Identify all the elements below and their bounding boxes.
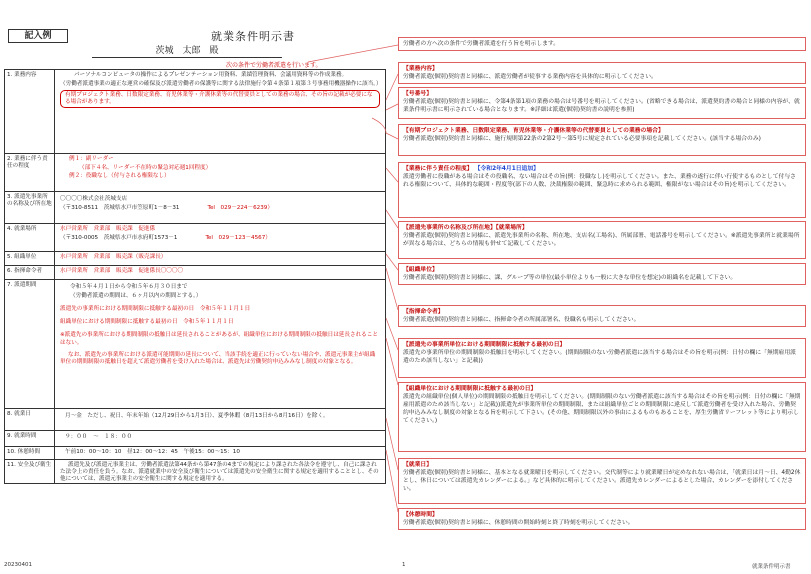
note-org-unit-head: 【組織単位】 (403, 267, 438, 273)
note-project-work-head: 【有期プロジェクト業務、日数限定業務、育児休業等・介護休業等の代替要員としての業務の場合】 (403, 128, 664, 134)
note-work-days-text: 労働者派遣(個別)契約書と同様に、基本となる就業曜日を明示してください。交代制等により就業曜日が定めなれない場合は、「就業日は月～日、4勤2休とし、休日については派遣先カレンダーによる。」など具体的に明示してください。派遣先カレンダーによるとした場合、カレンダーを添付してください。 (403, 470, 801, 492)
note-job-content-text: 労働者派遣(個別)契約書と同様に、派遣労働者が従事する業務内容を具体的に明示してください。 (403, 74, 657, 80)
value-work-location (55, 224, 385, 251)
label-responsibility: 2. 業務に伴う責任の程度 (5, 154, 55, 191)
value-responsibility (55, 154, 385, 191)
org-unit-limit-date: 組織単位における期間制限に抵触する最初の日 令和５年１１月１日 (60, 319, 234, 326)
client-office-tel: Tel 029－224－6239） (207, 204, 273, 211)
note-responsibility (398, 162, 806, 218)
label-supervisor: 6. 指揮命令者 (5, 266, 55, 279)
work-location-name: 水戸営業所 営業部 販売課 促進係 (60, 226, 156, 232)
label-job-content: 1. 業務内容 (5, 70, 55, 153)
note-project-work (398, 124, 806, 156)
note-client-office-text: 労働者派遣(個別)契約書と同様に、派遣先事業所の名称、所在地、支店名(工場名)、所属部署、電話番号を明示してください。※派遣先事業所と就業場所が異なる場合は、どちらの情報も併せて記載してください。 (403, 233, 800, 247)
work-location-tel: Tel 029－123－4567） (205, 234, 271, 241)
note-supervisor-head: 【指揮命令者】 (403, 309, 444, 315)
note-office-limit (398, 338, 806, 378)
note-supervisor-text: 労働者派遣(個別)契約書と同様に、指揮命令者の所属部署名、役職名も明示してください。 (403, 317, 640, 323)
job-content-law: （労働者派遣事業の適正な運営の確保及び派遣労働者の保護等に関する法律施行令第４条第１項第３号事務用機器操作に該当。） (60, 80, 382, 87)
row-responsibility (5, 154, 385, 192)
period-range: 令和５年４月１日から令和５年６月３０日まで (70, 284, 188, 290)
value-safety: 派遣先及び派遣元事業主は、労働者派遣法第44条から第47条の4までの規定により課された各法令を遵守し、自己に課された法令上の責任を負う。なお、派遣就業中の安全及び衛生については派遣先の安全衛生に関する規定を適用することとし、その他については、派遣元事業主の安全衛生に関する規定を適用する。 (60, 462, 379, 483)
intro-text: 次の条件で労働者派遣を行います。 (226, 62, 322, 69)
value-break-time: 午前10：00～10：10 昼12：00～12：45 午後15：00～15：10 (65, 449, 240, 455)
row-job-content (5, 70, 385, 154)
note-office-limit-text: 派遣先の事業所単位の期間制限の抵触日を明示してください。(期間制限のない労働者派遣に該当する場合はその旨を明示(例：日付の欄に「無期雇用派遣のため該当しない」と記載)) (403, 350, 796, 364)
responsibility-ex1-detail: （部下４名、リーダー不在時の緊急対応週1回程度） (79, 164, 212, 171)
deemed-offer-note: なお、派遣先の事業所における派遣可能期間の延長について、当該手続を適正に行っていない場合や、派遣元事業主が組織単位の期間制限の抵触日を超えて派遣労働者を受け入れた場合は、派遣先は労働契約申込みみなし制度の対象となる。 (60, 351, 376, 365)
value-client-office (55, 192, 385, 223)
job-content-bracket-note: 有期プロジェクト業務、日数限定業務、育児休業等・介護休業等の代替要員としての業務の場合、その旨の記載が必要になる場合があります。 (60, 90, 380, 108)
label-client-office: 3. 派遣先事業所の名称及び所在地 (5, 192, 55, 223)
note-client-office-head: 【派遣先事業所の名称及び所在地】【就業場所】 (403, 225, 528, 231)
document-title: 就業条件明示書 (211, 30, 295, 43)
label-dispatch-period: 7. 派遣期間 (5, 280, 55, 408)
note-job-content-head: 【業務内容】 (403, 66, 438, 72)
addressee: 茨城 太郎 殿 (92, 46, 282, 58)
note-office-limit-head: 【派遣先の事業所単位における期間制限に抵触する最初の日】 (403, 342, 566, 348)
note-break-time (398, 508, 806, 530)
row-client-office (5, 192, 385, 224)
note-intro-text: 労働者の方へ次の条件で労働者派遣を行う旨を明示します。 (403, 41, 560, 47)
note-break-time-head: 【休憩時間】 (403, 512, 438, 518)
note-org-limit (398, 382, 806, 452)
note-responsibility-head: 【業務に伴う責任の程度】 (403, 166, 473, 172)
note-job-content (398, 62, 806, 84)
footer-doc-name: 就業条件明示書 (752, 564, 791, 570)
note-org-limit-head: 【組織単位における期間制限に抵触する最初の日】 (403, 386, 537, 392)
office-limit-date: 派遣先の事業所における期間制限に抵触する最初の日 令和５年１１月１日 (60, 305, 251, 312)
value-work-days: 月～金 ただし、祝日、年末年始（12月29日から1月3日）、夏季休暇（8月13日から8月16日）を除く。 (65, 413, 329, 419)
note-responsibility-text: 派遣労働者に役職がある場合はその役職名、ない場合はその旨(例：役職なし)を明示してください。また、業務の遂行に伴い行使するものとして付与される権限について、具体的な範囲・程度等(部下の人数、決裁権限の範囲、緊急時に求められる範囲、権限がない場合はその旨)を明示してください。 (403, 174, 796, 188)
note-supervisor (398, 305, 806, 327)
limit-extension-note: ※派遣先の事業所における期間制限の抵触日は延長されることがあるが、組織単位における期間制限の抵触日は延長されることはない。 (60, 332, 378, 346)
note-work-days-head: 【就業日】 (403, 462, 432, 468)
note-number (398, 87, 806, 119)
value-supervisor: 水戸営業所 営業部 販売課 促進係長〇〇〇〇 (60, 268, 184, 274)
example-stamp: 記入例 (8, 29, 68, 43)
note-intro (398, 37, 806, 51)
note-number-head: 【号番号】 (403, 91, 432, 97)
label-safety: 11. 安全及び衛生 (5, 460, 55, 484)
row-safety (5, 460, 385, 484)
row-work-days (5, 409, 385, 431)
note-break-time-text: 労働者派遣(個別)契約書と同様に、休憩時間の開始時刻と終了時刻を明示してください。 (403, 520, 634, 526)
value-work-hours: ９：００ ～ １８：００ (65, 434, 133, 440)
row-break-time (5, 447, 385, 460)
period-limit-note: （労働者派遣の期間は、６ヶ月以内の期間とする。） (70, 292, 202, 299)
responsibility-ex1: 例１：副リーダー (69, 156, 114, 162)
note-org-unit-text: 労働者派遣(個別)契約書と同様に、課、グループ等の単位(最小単位よりも一般に大きな単位を想定)の組織名を記載して下さい。 (403, 275, 737, 281)
row-work-hours (5, 431, 385, 447)
note-work-days (398, 458, 806, 504)
conditions-form (4, 69, 386, 484)
label-work-location: 4. 就業場所 (5, 224, 55, 251)
value-dispatch-period (55, 280, 385, 408)
client-office-address: （〒310-8511 茨城県水戸市笠原町1－8－31 Tel 029－224－6239） (60, 204, 273, 211)
row-org-unit (5, 252, 385, 266)
label-org-unit: 5. 組織単位 (5, 252, 55, 265)
label-break-time: 10. 休憩時間 (5, 447, 55, 459)
row-dispatch-period (5, 280, 385, 409)
responsibility-ex2: 例２：役職なし（付与される権限なし） (69, 173, 170, 180)
note-org-unit (398, 263, 806, 285)
footer-code: 20230401 (4, 562, 32, 568)
note-responsibility-badge: 【令和2年4月1日追加】 (477, 166, 539, 172)
client-office-name: 〇〇〇〇株式会社茨城支店 (60, 196, 128, 202)
work-location-address: （〒310-0005 茨城県水戸市水府町1573－1 Tel 029－123－4567） (60, 234, 271, 241)
value-org-unit: 水戸営業所 営業部 販売課（販売課長） (60, 254, 167, 260)
note-org-limit-text: 派遣先の組織単位(個人単位)の期間制限の抵触日を明示してください。(期間制限のない労働者派遣に該当する場合はその旨を明示(例：日付の欄に「無期雇用派遣のため該当しない」と記載))派遣先が事業所単位の期間制限、または組織単位ごとの期間制限に違反して派遣労働者を受け入れた場合、労働契約申込みみなし制度の対象となる旨を明示して下さい。(その他、期間制限以外の事由によるものもあることを、厚生労働省リーフレット等により明示してください。) (403, 394, 801, 424)
note-project-work-text: 労働者派遣(個別)契約書と同様に、施行規則第22条の2第2号～第5号に規定されている必要事項を記載してください。(該当する場合のみ) (403, 136, 761, 142)
label-work-hours: 9. 就業時間 (5, 431, 55, 446)
note-client-office (398, 221, 806, 259)
footer-page: 1 (402, 562, 406, 568)
job-content-text: パーソナルコンピュータの操作によるプレゼンテーション用資料、業績管理資料、会議用資料等の作成業務。 (74, 72, 348, 78)
row-supervisor (5, 266, 385, 280)
note-number-text: 労働者派遣(個別)契約書と同様に、令第4条第1項の業務の場合は号番号を明示してください。(省略できる場合は、派遣契約書の場合と同様の内容が、就業条件明示書に明示されている場合となります。※詳細は派遣(個別)契約書の説明を参照) (403, 99, 800, 113)
label-work-days: 8. 就業日 (5, 409, 55, 430)
value-job-content (55, 70, 385, 153)
row-work-location (5, 224, 385, 252)
